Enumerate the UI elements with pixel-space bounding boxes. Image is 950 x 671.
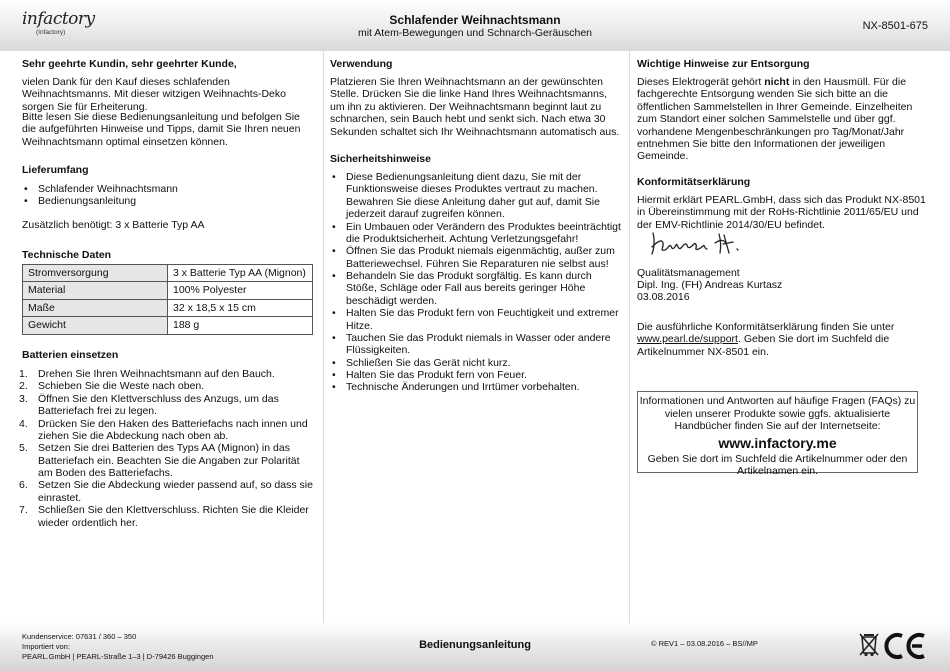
battery-heading: Batterien einsetzen bbox=[22, 349, 119, 361]
document-title: Schlafender Weihnachtsmann bbox=[389, 13, 561, 27]
logo-script: infactory bbox=[22, 9, 95, 29]
step-text: Drehen Sie Ihren Weihnachtsmann auf den Bauch. bbox=[38, 368, 275, 380]
signature-image bbox=[649, 229, 759, 259]
step-number: 5. bbox=[19, 442, 28, 455]
additional-requirement: Zusätzlich benötigt: 3 x Batterie Typ AA bbox=[22, 219, 205, 231]
step-number: 4. bbox=[19, 417, 28, 430]
page-header bbox=[0, 0, 950, 51]
greeting-heading: Sehr geehrte Kundin, sehr geehrter Kunde, bbox=[22, 58, 237, 70]
infactory-url[interactable]: www.infactory.me bbox=[718, 434, 837, 451]
list-item: • Ein Umbauen oder Verändern des Produktes beeinträchtigt die Produktsicherheit. Achtung Verletzungsgefahr! bbox=[330, 221, 622, 246]
spec-label: Maße bbox=[23, 299, 168, 316]
usage-paragraph: Platzieren Sie Ihren Weihnachtsmann an der gewünschten Stelle. Drücken Sie die linke Hand Ihres Weihnachtsmanns, um ihn zu aktivieren. Der Weihnachtsmann beginnt laut zu schnarchen, sein Bauch hebt und senkt sich. Nach etwa 30 Sekunden schaltet sich Ihr Weihnachtsmann automatisch aus. bbox=[330, 76, 620, 138]
qm-date: 03.08.2016 bbox=[637, 291, 690, 303]
step-text: Öffnen Sie den Klettverschluss des Anzugs, um das Batteriefach frei zu legen. bbox=[38, 392, 279, 418]
weee-bin-icon bbox=[858, 631, 880, 659]
logo-subtext: (Infactory) bbox=[36, 29, 66, 36]
importer-label: Importiert von: bbox=[22, 641, 70, 651]
step-text: Schließen Sie den Klettverschluss. Richten Sie die Kleider wieder ordentlich her. bbox=[38, 504, 309, 529]
list-item bbox=[19, 392, 315, 418]
qm-name: Dipl. Ing. (FH) Andreas Kurtasz bbox=[637, 279, 783, 291]
customer-service: Kundenservice: 07631 / 360 – 350 bbox=[22, 632, 137, 641]
intro-paragraph: vielen Dank für den Kauf dieses schlafenden Weihnachtsmanns. Mit dieser witzigen Weihnachts-Deko sorgen Sie für Erheiterung. bbox=[22, 76, 286, 113]
faq-instruction: Geben Sie dort im Suchfeld die Artikelnummer oder den Artikelnamen ein. bbox=[647, 452, 908, 478]
list-item: • Tauchen Sie das Produkt niemals in Wasser oder andere Flüssigkeiten. bbox=[330, 332, 622, 357]
safety-list bbox=[330, 171, 622, 394]
disposal-paragraph bbox=[637, 76, 930, 163]
qm-title: Qualitätsmanagement bbox=[637, 267, 740, 279]
spec-value: 188 g bbox=[168, 317, 313, 334]
table-row bbox=[23, 265, 313, 282]
step-text: Setzen Sie drei Batterien des Typs AA (Mignon) in das Batteriefach ein. Beachten Sie die Angaben zur Polarität am Boden des Batteriefachs. bbox=[38, 442, 300, 479]
importer-address: PEARL.GmbH | PEARL-Straße 1–3 | D-79426 Buggingen bbox=[22, 651, 214, 661]
step-text: Schieben Sie die Weste nach oben. bbox=[38, 380, 205, 393]
usage-heading: Verwendung bbox=[330, 58, 393, 70]
instructions-paragraph: Bitte lesen Sie diese Bedienungsanleitung und befolgen Sie die aufgeführten Hinweise und Tipps, damit Sie Ihren neuen Weihnachtsmann optimal einsetzen können. bbox=[22, 111, 301, 148]
article-code: NX-8501-675 bbox=[862, 20, 928, 32]
list-item bbox=[19, 442, 315, 479]
table-row bbox=[23, 299, 313, 316]
footer-title: Bedienungsanleitung bbox=[419, 639, 531, 651]
disposal-heading: Wichtige Hinweise zur Entsorgung bbox=[637, 58, 810, 70]
tech-data-table bbox=[22, 264, 313, 335]
conformity-text: . Geben Sie dort im Suchfeld die Artikelnummer NX-8501 ein. bbox=[637, 333, 890, 358]
list-item: • Schlafender Weihnachtsmann bbox=[22, 183, 315, 195]
disposal-text: in den Hausmüll. Für die fachgerechte Entsorgung wenden Sie sich bitte an die öffentlichen Sammelstellen in Ihrer Gemeinde. Einzelheiten zum Standort einer solchen Sammelstelle und über ggf. vorhandene Mengenbeschränkungen pro Tag/Monat/Jahr entnehmen Sie bitte den Informationen der jeweiligen Gemeinde. bbox=[637, 76, 913, 163]
spec-value: 100% Polyester bbox=[168, 282, 313, 299]
pearl-support-link[interactable]: www.pearl.de/support bbox=[637, 333, 738, 346]
list-item: • Halten Sie das Produkt fern von Feuchtigkeit und extremer Hitze. bbox=[330, 307, 622, 332]
right-column bbox=[637, 51, 930, 623]
step-number: 6. bbox=[19, 479, 28, 492]
step-number: 7. bbox=[19, 504, 28, 517]
step-number: 1. bbox=[19, 368, 28, 380]
ce-mark-icon bbox=[884, 631, 928, 661]
list-item: • Bedienungsanleitung bbox=[22, 195, 315, 207]
battery-steps bbox=[19, 368, 315, 529]
spec-label: Stromversorgung bbox=[23, 265, 168, 282]
step-text: Setzen Sie die Abdeckung wieder passend auf, so dass sie einrastet. bbox=[38, 479, 313, 504]
list-item bbox=[19, 417, 315, 443]
lieferumfang-heading: Lieferumfang bbox=[22, 164, 89, 176]
list-item: • Öffnen Sie das Produkt niemals eigenmächtig, außer zum Batteriewechsel. Führen Sie Reparaturen nie selbst aus! bbox=[330, 245, 622, 270]
column-divider bbox=[323, 51, 324, 623]
disposal-emphasis: nicht bbox=[764, 76, 790, 88]
disposal-text: Dieses Elektrogerät gehört bbox=[637, 76, 765, 88]
revision-info: © REV1 – 03.08.2016 – BS//MP bbox=[651, 639, 758, 648]
step-text: Drücken Sie den Haken des Batteriefachs nach innen und ziehen Sie die Abdeckung nach oben ab. bbox=[38, 417, 308, 442]
faq-box bbox=[637, 391, 918, 478]
list-item bbox=[19, 479, 315, 504]
spec-value: 3 x Batterie Typ AA (Mignon) bbox=[168, 265, 313, 282]
conformity-heading: Konformitätserklärung bbox=[637, 176, 751, 188]
spec-label: Gewicht bbox=[23, 317, 168, 334]
list-item: • Behandeln Sie das Produkt sorgfältig. Es kann durch Stöße, Schläge oder Fall aus bereits geringer Höhe beschädigt werden. bbox=[330, 270, 622, 307]
middle-column bbox=[330, 51, 622, 623]
step-number: 3. bbox=[19, 392, 28, 405]
full-conformity-paragraph bbox=[637, 321, 930, 358]
list-item: • Halten Sie das Produkt fern von Feuer. bbox=[330, 369, 622, 381]
spec-value: 32 x 18,5 x 15 cm bbox=[168, 299, 313, 316]
conformity-paragraph: Hiermit erklärt PEARL.GmbH, dass sich das Produkt NX-8501 in Übereinstimmung mit der RoHs-Richtlinie 2011/65/EU und der EMV-Richtlinie 2014/30/EU befindet. bbox=[637, 194, 926, 231]
list-item: • Diese Bedienungsanleitung dient dazu, Sie mit der Funktionsweise dieses Produktes vertraut zu machen. Bewahren Sie diese Anleitung daher gut auf, damit Sie jederzeit darauf zugreifen können. bbox=[330, 171, 622, 221]
table-row bbox=[23, 317, 313, 334]
list-item: • Schließen Sie das Gerät nicht kurz. bbox=[330, 357, 622, 369]
conformity-text: Die ausführliche Konformitätserklärung finden Sie unter bbox=[637, 321, 895, 333]
safety-heading: Sicherheitshinweise bbox=[330, 153, 431, 165]
document-subtitle: mit Atem-Bewegungen und Schnarch-Geräuschen bbox=[357, 27, 593, 39]
faq-intro: Informationen und Antworten auf häufige Fragen (FAQs) zu vielen unserer Produkte sowie ggfs. aktualisierte Handbücher finden Sie auf der Internetseite: bbox=[639, 395, 916, 433]
spec-label: Material bbox=[23, 282, 168, 299]
step-number: 2. bbox=[19, 380, 28, 393]
page-footer bbox=[0, 623, 950, 671]
list-item bbox=[19, 368, 315, 380]
list-item bbox=[19, 380, 315, 393]
list-item bbox=[19, 504, 315, 529]
tech-data-heading: Technische Daten bbox=[22, 249, 112, 261]
lieferumfang-list bbox=[22, 183, 315, 208]
table-row bbox=[23, 282, 313, 299]
column-divider bbox=[629, 51, 630, 623]
left-column bbox=[19, 51, 315, 623]
list-item: • Technische Änderungen und Irrtümer vorbehalten. bbox=[330, 381, 622, 393]
